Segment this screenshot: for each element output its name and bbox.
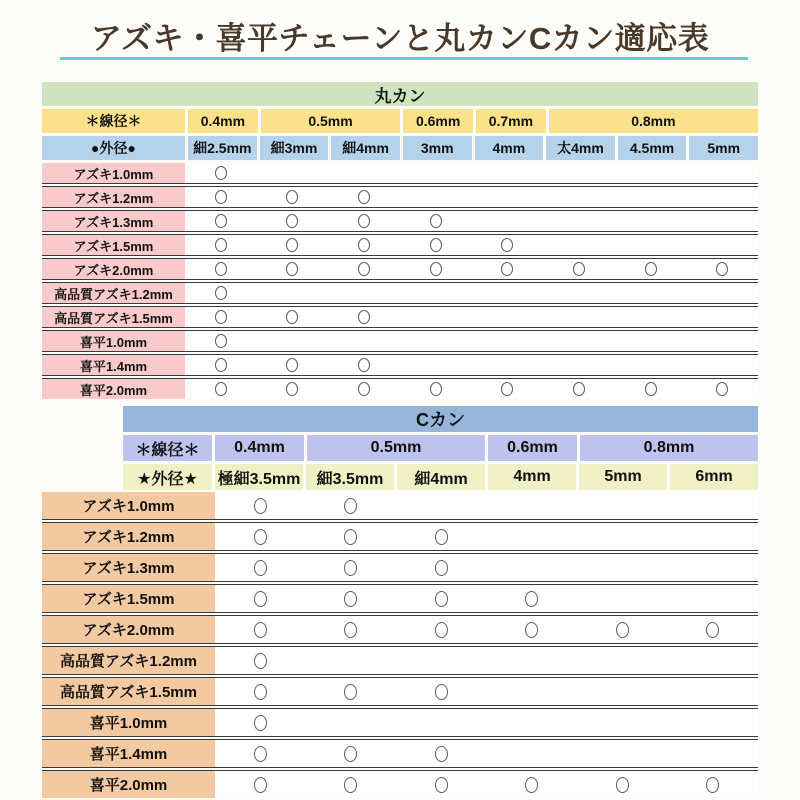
compat-cell: [396, 492, 487, 519]
table-row: [42, 523, 758, 550]
compatible-mark-icon: [215, 262, 227, 276]
compatible-mark-icon: [501, 382, 513, 396]
compat-cell: [306, 554, 397, 581]
compat-cell: [615, 235, 687, 255]
compatible-mark-icon: [430, 238, 442, 252]
compat-cell: [400, 331, 472, 351]
outer-diameter-value: 細4mm: [397, 464, 485, 490]
table-row: [42, 647, 758, 674]
compatible-mark-icon: [344, 498, 357, 514]
compat-cell: [306, 740, 397, 767]
compat-cell: [543, 307, 615, 327]
marukan-table: [42, 82, 758, 399]
compat-cell: [396, 523, 487, 550]
compat-cell: [328, 259, 400, 279]
ckan-wire-diameter-row: [123, 435, 758, 461]
table-row: [42, 492, 758, 519]
compat-cell: [543, 187, 615, 207]
compat-cell: [668, 616, 759, 643]
compat-cell: [185, 331, 257, 351]
compatible-mark-icon: [616, 622, 629, 638]
compat-cell: [400, 235, 472, 255]
chain-label: アズキ1.2mm: [42, 187, 185, 207]
compatible-mark-icon: [573, 262, 585, 276]
compat-cell: [487, 523, 578, 550]
compatible-mark-icon: [215, 334, 227, 348]
outer-diameter-value: 4mm: [475, 136, 544, 160]
chain-label: アズキ1.3mm: [42, 211, 185, 231]
compat-cell: [487, 492, 578, 519]
compatible-mark-icon: [706, 777, 719, 793]
compat-cell: [472, 259, 544, 279]
compat-cell: [185, 211, 257, 231]
compat-cell: [487, 771, 578, 798]
compat-cell: [543, 283, 615, 303]
table-row: [42, 740, 758, 767]
compat-cell: [328, 283, 400, 303]
compat-cell: [328, 331, 400, 351]
compat-cell: [472, 163, 544, 183]
table-row: [42, 211, 758, 231]
compat-cell: [577, 492, 668, 519]
compat-cell: [328, 187, 400, 207]
wire-diameter-value: 0.7mm: [476, 109, 546, 133]
compatible-mark-icon: [525, 777, 538, 793]
compat-cell: [472, 283, 544, 303]
compat-cell: [577, 523, 668, 550]
compat-cell: [615, 307, 687, 327]
compatible-mark-icon: [358, 214, 370, 228]
compat-cell: [215, 492, 306, 519]
page-title: アズキ・喜平チェーンと丸カンCカン適応表: [90, 21, 710, 56]
compat-cell: [215, 647, 306, 674]
outer-diameter-value: 太4mm: [546, 136, 615, 160]
outer-diameter-value: 5mm: [579, 464, 667, 490]
chain-label: 喜平1.4mm: [42, 355, 185, 375]
compatible-mark-icon: [435, 591, 448, 607]
compat-cell: [668, 492, 759, 519]
chain-label: アズキ1.0mm: [42, 492, 215, 519]
table-row: [42, 585, 758, 612]
compat-cell: [543, 379, 615, 399]
compat-cell: [257, 163, 329, 183]
compatible-mark-icon: [501, 262, 513, 276]
table-row: [42, 771, 758, 798]
compat-cell: [400, 307, 472, 327]
wire-diameter-value: 0.4mm: [215, 435, 304, 461]
compat-cell: [328, 163, 400, 183]
compat-cell: [668, 585, 759, 612]
outer-diameter-value: 細3mm: [260, 136, 329, 160]
compat-cell: [185, 259, 257, 279]
compat-cell: [185, 283, 257, 303]
compatible-mark-icon: [254, 746, 267, 762]
outer-diameter-value: 細3.5mm: [306, 464, 394, 490]
compat-cell: [686, 331, 758, 351]
compat-cell: [686, 379, 758, 399]
compatible-mark-icon: [430, 382, 442, 396]
title-underline: [60, 57, 748, 60]
outer-diameter-label: ●外径●: [42, 136, 185, 160]
compat-cell: [472, 187, 544, 207]
compat-cell: [577, 647, 668, 674]
compat-cell: [472, 379, 544, 399]
outer-diameter-value: 6mm: [670, 464, 758, 490]
table-row: [42, 355, 758, 375]
compat-cell: [400, 187, 472, 207]
chain-label: 高品質アズキ1.2mm: [42, 283, 185, 303]
compat-cell: [543, 259, 615, 279]
table-row: [42, 331, 758, 351]
compat-cell: [306, 771, 397, 798]
compat-cell: [543, 331, 615, 351]
ckan-table-body: [42, 492, 758, 798]
compat-cell: [686, 307, 758, 327]
chain-label: 喜平1.4mm: [42, 740, 215, 767]
compat-cell: [686, 211, 758, 231]
outer-diameter-value: 極細3.5mm: [215, 464, 303, 490]
chain-label: 高品質アズキ1.5mm: [42, 678, 215, 705]
compat-cell: [306, 678, 397, 705]
compatible-mark-icon: [716, 262, 728, 276]
table-row: [42, 283, 758, 303]
compatible-mark-icon: [645, 382, 657, 396]
compatible-mark-icon: [254, 653, 267, 669]
compat-cell: [215, 740, 306, 767]
compatible-mark-icon: [286, 190, 298, 204]
chain-label: 喜平2.0mm: [42, 379, 185, 399]
compatible-mark-icon: [344, 529, 357, 545]
table-row: [42, 259, 758, 279]
compatible-mark-icon: [525, 622, 538, 638]
compatible-mark-icon: [344, 684, 357, 700]
compat-cell: [328, 379, 400, 399]
compatible-mark-icon: [254, 622, 267, 638]
compat-cell: [400, 259, 472, 279]
compat-cell: [306, 585, 397, 612]
compat-cell: [668, 678, 759, 705]
compat-cell: [257, 187, 329, 207]
compat-cell: [543, 163, 615, 183]
compat-cell: [615, 163, 687, 183]
compat-cell: [615, 331, 687, 351]
compatible-mark-icon: [215, 190, 227, 204]
chain-label: アズキ2.0mm: [42, 616, 215, 643]
compatible-mark-icon: [501, 238, 513, 252]
compatible-mark-icon: [430, 262, 442, 276]
compat-cell: [215, 709, 306, 736]
compatible-mark-icon: [215, 358, 227, 372]
table-row: [42, 678, 758, 705]
wire-diameter-value: 0.5mm: [261, 109, 401, 133]
wire-diameter-label: ＊線径＊: [42, 109, 185, 133]
compat-cell: [257, 235, 329, 255]
chain-label: アズキ1.3mm: [42, 554, 215, 581]
compat-cell: [615, 211, 687, 231]
compat-cell: [306, 709, 397, 736]
compat-cell: [185, 163, 257, 183]
chain-label: 高品質アズキ1.2mm: [42, 647, 215, 674]
compat-cell: [686, 187, 758, 207]
compat-cell: [400, 211, 472, 231]
compat-cell: [686, 355, 758, 375]
compatible-mark-icon: [215, 382, 227, 396]
compat-cell: [400, 283, 472, 303]
table-row: [42, 554, 758, 581]
compat-cell: [577, 585, 668, 612]
marukan-table-title: 丸カン: [42, 82, 758, 106]
compat-cell: [668, 771, 759, 798]
compat-cell: [215, 771, 306, 798]
compat-cell: [472, 307, 544, 327]
chain-label: 喜平1.0mm: [42, 331, 185, 351]
outer-diameter-value: 4.5mm: [618, 136, 687, 160]
table-row: [42, 307, 758, 327]
wire-diameter-value: 0.6mm: [403, 109, 473, 133]
compatible-mark-icon: [286, 262, 298, 276]
compatible-mark-icon: [254, 715, 267, 731]
compat-cell: [577, 709, 668, 736]
compatible-mark-icon: [215, 286, 227, 300]
compatible-mark-icon: [254, 591, 267, 607]
table-row: [42, 709, 758, 736]
compatible-mark-icon: [435, 560, 448, 576]
compat-cell: [487, 709, 578, 736]
compat-cell: [185, 187, 257, 207]
compatible-mark-icon: [358, 358, 370, 372]
compat-cell: [215, 523, 306, 550]
chain-label: 喜平1.0mm: [42, 709, 215, 736]
compat-cell: [577, 678, 668, 705]
table-row: [42, 163, 758, 183]
wire-diameter-value: 0.6mm: [488, 435, 577, 461]
compatible-mark-icon: [286, 214, 298, 228]
outer-diameter-value: 4mm: [488, 464, 576, 490]
table-row: [42, 379, 758, 399]
compatible-mark-icon: [344, 591, 357, 607]
compatible-mark-icon: [525, 591, 538, 607]
compat-cell: [185, 307, 257, 327]
compatible-mark-icon: [344, 777, 357, 793]
chain-label: 喜平2.0mm: [42, 771, 215, 798]
compat-cell: [668, 740, 759, 767]
compat-cell: [257, 355, 329, 375]
compat-cell: [215, 678, 306, 705]
compat-cell: [306, 647, 397, 674]
compatible-mark-icon: [254, 684, 267, 700]
compatible-mark-icon: [254, 560, 267, 576]
compat-cell: [668, 523, 759, 550]
compatible-mark-icon: [435, 777, 448, 793]
compatible-mark-icon: [254, 498, 267, 514]
compatible-mark-icon: [215, 238, 227, 252]
compat-cell: [306, 616, 397, 643]
compat-cell: [487, 585, 578, 612]
compat-cell: [472, 235, 544, 255]
compatible-mark-icon: [573, 382, 585, 396]
compatible-mark-icon: [344, 746, 357, 762]
compatible-mark-icon: [358, 238, 370, 252]
marukan-outer-diameter-row: [42, 136, 758, 160]
compat-cell: [615, 187, 687, 207]
compat-cell: [543, 235, 615, 255]
compat-cell: [396, 647, 487, 674]
compat-cell: [328, 307, 400, 327]
wire-diameter-value: 0.5mm: [307, 435, 485, 461]
compatible-mark-icon: [286, 310, 298, 324]
compat-cell: [257, 307, 329, 327]
compatible-mark-icon: [254, 777, 267, 793]
compat-cell: [328, 211, 400, 231]
compatible-mark-icon: [706, 622, 719, 638]
table-row: [42, 616, 758, 643]
compat-cell: [257, 331, 329, 351]
compat-cell: [257, 259, 329, 279]
compatible-mark-icon: [435, 746, 448, 762]
compat-cell: [543, 355, 615, 375]
compat-cell: [185, 355, 257, 375]
compatible-mark-icon: [645, 262, 657, 276]
compatible-mark-icon: [358, 262, 370, 276]
wire-diameter-value: 0.8mm: [580, 435, 758, 461]
outer-diameter-value: 3mm: [403, 136, 472, 160]
ckan-table-header: [123, 406, 758, 493]
compat-cell: [400, 379, 472, 399]
compatible-mark-icon: [435, 529, 448, 545]
table-row: [42, 235, 758, 255]
compat-cell: [396, 585, 487, 612]
outer-diameter-label: ★外径★: [123, 464, 212, 490]
compatible-mark-icon: [435, 622, 448, 638]
compat-cell: [396, 771, 487, 798]
compat-cell: [306, 492, 397, 519]
compat-cell: [400, 355, 472, 375]
compatible-mark-icon: [430, 214, 442, 228]
compat-cell: [328, 355, 400, 375]
compat-cell: [472, 331, 544, 351]
outer-diameter-value: 細4mm: [331, 136, 400, 160]
marukan-table-body: [42, 163, 758, 399]
compat-cell: [577, 740, 668, 767]
ckan-table-title: Cカン: [123, 406, 758, 432]
compatible-mark-icon: [254, 529, 267, 545]
compat-cell: [615, 259, 687, 279]
chain-label: アズキ1.5mm: [42, 235, 185, 255]
compatible-mark-icon: [344, 622, 357, 638]
compat-cell: [185, 235, 257, 255]
compat-cell: [487, 554, 578, 581]
wire-diameter-label: ＊線径＊: [123, 435, 212, 461]
compat-cell: [472, 211, 544, 231]
compatible-mark-icon: [215, 214, 227, 228]
compat-cell: [400, 163, 472, 183]
table-row: [42, 187, 758, 207]
compatible-mark-icon: [358, 190, 370, 204]
chain-label: アズキ1.0mm: [42, 163, 185, 183]
compatible-mark-icon: [616, 777, 629, 793]
compat-cell: [543, 211, 615, 231]
compat-cell: [215, 616, 306, 643]
compatible-mark-icon: [286, 358, 298, 372]
compat-cell: [215, 554, 306, 581]
compat-cell: [615, 379, 687, 399]
chain-label: 高品質アズキ1.5mm: [42, 307, 185, 327]
compat-cell: [686, 259, 758, 279]
compatible-mark-icon: [716, 382, 728, 396]
compat-cell: [487, 678, 578, 705]
compatible-mark-icon: [215, 166, 227, 180]
wire-diameter-value: 0.8mm: [549, 109, 758, 133]
compat-cell: [472, 355, 544, 375]
outer-diameter-value: 5mm: [689, 136, 758, 160]
compat-cell: [668, 647, 759, 674]
compatible-mark-icon: [344, 560, 357, 576]
compatible-mark-icon: [286, 238, 298, 252]
compat-cell: [396, 740, 487, 767]
compat-cell: [686, 163, 758, 183]
compat-cell: [577, 554, 668, 581]
compat-cell: [615, 283, 687, 303]
wire-diameter-value: 0.4mm: [188, 109, 258, 133]
compat-cell: [396, 678, 487, 705]
outer-diameter-value: 細2.5mm: [188, 136, 257, 160]
compat-cell: [577, 771, 668, 798]
compat-cell: [668, 709, 759, 736]
compat-cell: [615, 355, 687, 375]
compat-cell: [257, 379, 329, 399]
compatible-mark-icon: [358, 310, 370, 324]
compat-cell: [257, 211, 329, 231]
compatible-mark-icon: [286, 382, 298, 396]
compatible-mark-icon: [358, 382, 370, 396]
ckan-outer-diameter-row: [123, 464, 758, 490]
compat-cell: [686, 283, 758, 303]
compat-cell: [328, 235, 400, 255]
chain-label: アズキ1.2mm: [42, 523, 215, 550]
compat-cell: [396, 709, 487, 736]
compat-cell: [668, 554, 759, 581]
marukan-wire-diameter-row: [42, 109, 758, 133]
compat-cell: [396, 616, 487, 643]
compat-cell: [215, 585, 306, 612]
compatible-mark-icon: [435, 684, 448, 700]
compat-cell: [257, 283, 329, 303]
compat-cell: [686, 235, 758, 255]
compat-cell: [487, 616, 578, 643]
compat-cell: [487, 647, 578, 674]
compat-cell: [306, 523, 397, 550]
chain-label: アズキ2.0mm: [42, 259, 185, 279]
chain-label: アズキ1.5mm: [42, 585, 215, 612]
compatible-mark-icon: [215, 310, 227, 324]
compat-cell: [577, 616, 668, 643]
compat-cell: [185, 379, 257, 399]
compat-cell: [487, 740, 578, 767]
compat-cell: [396, 554, 487, 581]
